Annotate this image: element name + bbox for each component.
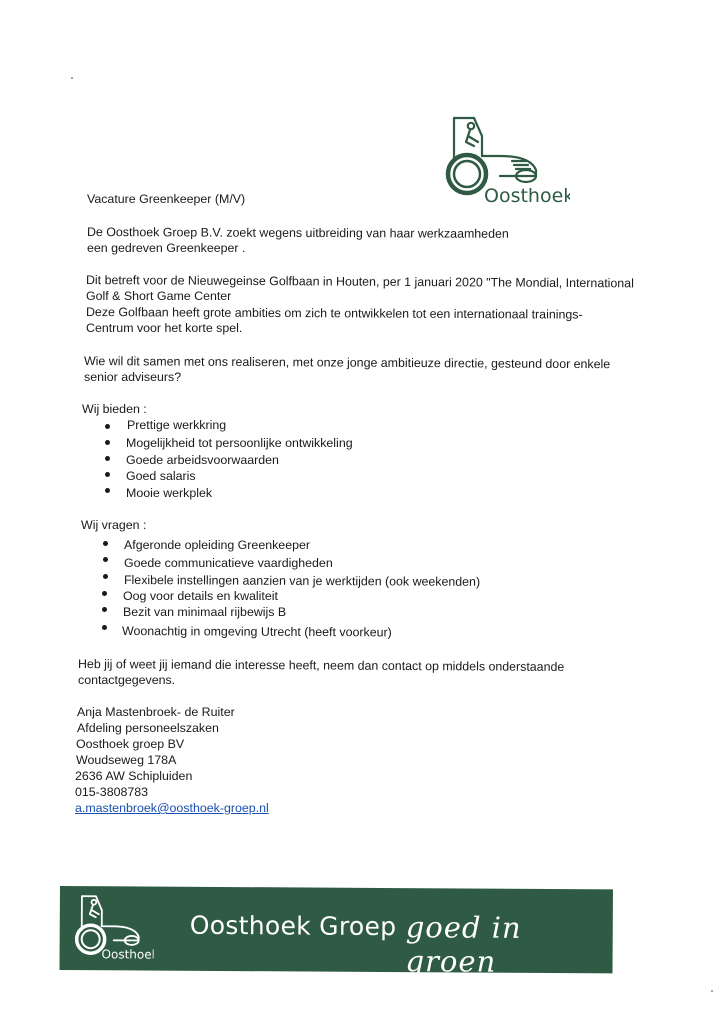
contact-city: 2636 AW Schipluiden — [75, 769, 193, 783]
ask-item: Goede communicatieve vaardigheden — [124, 556, 333, 570]
banner-company-name: Oosthoek Groep — [189, 910, 397, 942]
ask-item: Oog voor details en kwaliteit — [123, 589, 278, 603]
intro-line-1: De Oosthoek Groep B.V. zoekt wegens uitbreiding van haar werkzaamheden — [86, 225, 509, 241]
banner-logo-text: Oosthoek — [101, 947, 154, 962]
context-line-4: Centrum voor het korte spel. — [86, 321, 243, 335]
bullet-icon — [103, 557, 108, 562]
bullet-icon — [105, 472, 110, 477]
offer-item: Mooie werkplek — [126, 486, 213, 500]
offer-item: Goed salaris — [126, 469, 196, 483]
bullet-icon — [102, 591, 107, 596]
vacancy-title: Vacature Greenkeeper (M/V) — [87, 192, 246, 206]
contact-phone: 015-3808783 — [75, 785, 149, 799]
tractor-icon — [440, 112, 570, 208]
scan-speck — [711, 990, 713, 992]
closing-line-2: contactgegevens. — [78, 673, 176, 687]
tractor-icon — [72, 892, 154, 964]
oosthoek-logo — [440, 112, 570, 208]
banner-logo — [72, 892, 154, 964]
ask-item: Bezit van minimaal rijbewijs B — [123, 605, 287, 619]
ask-heading: Wij vragen : — [81, 518, 147, 532]
offer-heading: Wij bieden : — [82, 402, 147, 416]
bullet-icon — [105, 424, 110, 429]
banner-slogan: goed in groen — [405, 910, 522, 979]
contact-name: Anja Mastenbroek- de Ruiter — [77, 705, 235, 719]
question-line-1: Wie wil dit samen met ons realiseren, met onze jonge ambitieuze directie, gesteund door enkele — [83, 354, 611, 372]
ask-item: Flexibele instellingen aanzien van je werktijden (ook weekenden) — [123, 573, 481, 589]
offer-item: Mogelijkheid tot persoonlijke ontwikkeling — [126, 436, 353, 450]
scan-speck — [71, 77, 73, 79]
closing-line-1: Heb jij of weet jij iemand die interesse heeft, neem dan contact op middels onderstaande — [77, 657, 565, 674]
ask-item: Woonachtig in omgeving Utrecht (heeft voorkeur) — [121, 624, 392, 640]
contact-department: Afdeling personeelszaken — [77, 721, 219, 735]
bullet-icon — [103, 574, 108, 579]
offer-item: Goede arbeidsvoorwaarden — [126, 453, 279, 467]
logo-brand-text: Oosthoek — [484, 185, 570, 207]
contact-email-link[interactable]: a.mastenbroek@oosthoek-groep.nl — [75, 801, 269, 815]
intro-line-2: een gedreven Greenkeeper . — [87, 241, 246, 255]
context-line-3: Deze Golfbaan heeft grote ambities om zich te ontwikkelen tot een internationaal trainings- — [85, 305, 583, 322]
bullet-icon — [103, 541, 108, 546]
context-line-1: Dit betreft voor de Nieuwegeinse Golfbaan in Houten, per 1 januari 2020 "The Mondial, International — [85, 273, 634, 291]
question-line-2: senior adviseurs? — [84, 370, 182, 384]
bullet-icon — [105, 440, 110, 445]
footer-banner — [59, 886, 613, 979]
bullet-icon — [102, 625, 107, 630]
contact-street: Woudseweg 178A — [76, 753, 177, 767]
bullet-icon — [102, 607, 107, 612]
offer-item: Prettige werkkring — [127, 418, 227, 432]
ask-item: Afgeronde opleiding Greenkeeper — [124, 538, 310, 552]
context-line-2: Golf & Short Game Center — [86, 289, 232, 303]
bullet-icon — [105, 456, 110, 461]
bullet-icon — [105, 488, 110, 493]
contact-company: Oosthoek groep BV — [76, 737, 185, 751]
